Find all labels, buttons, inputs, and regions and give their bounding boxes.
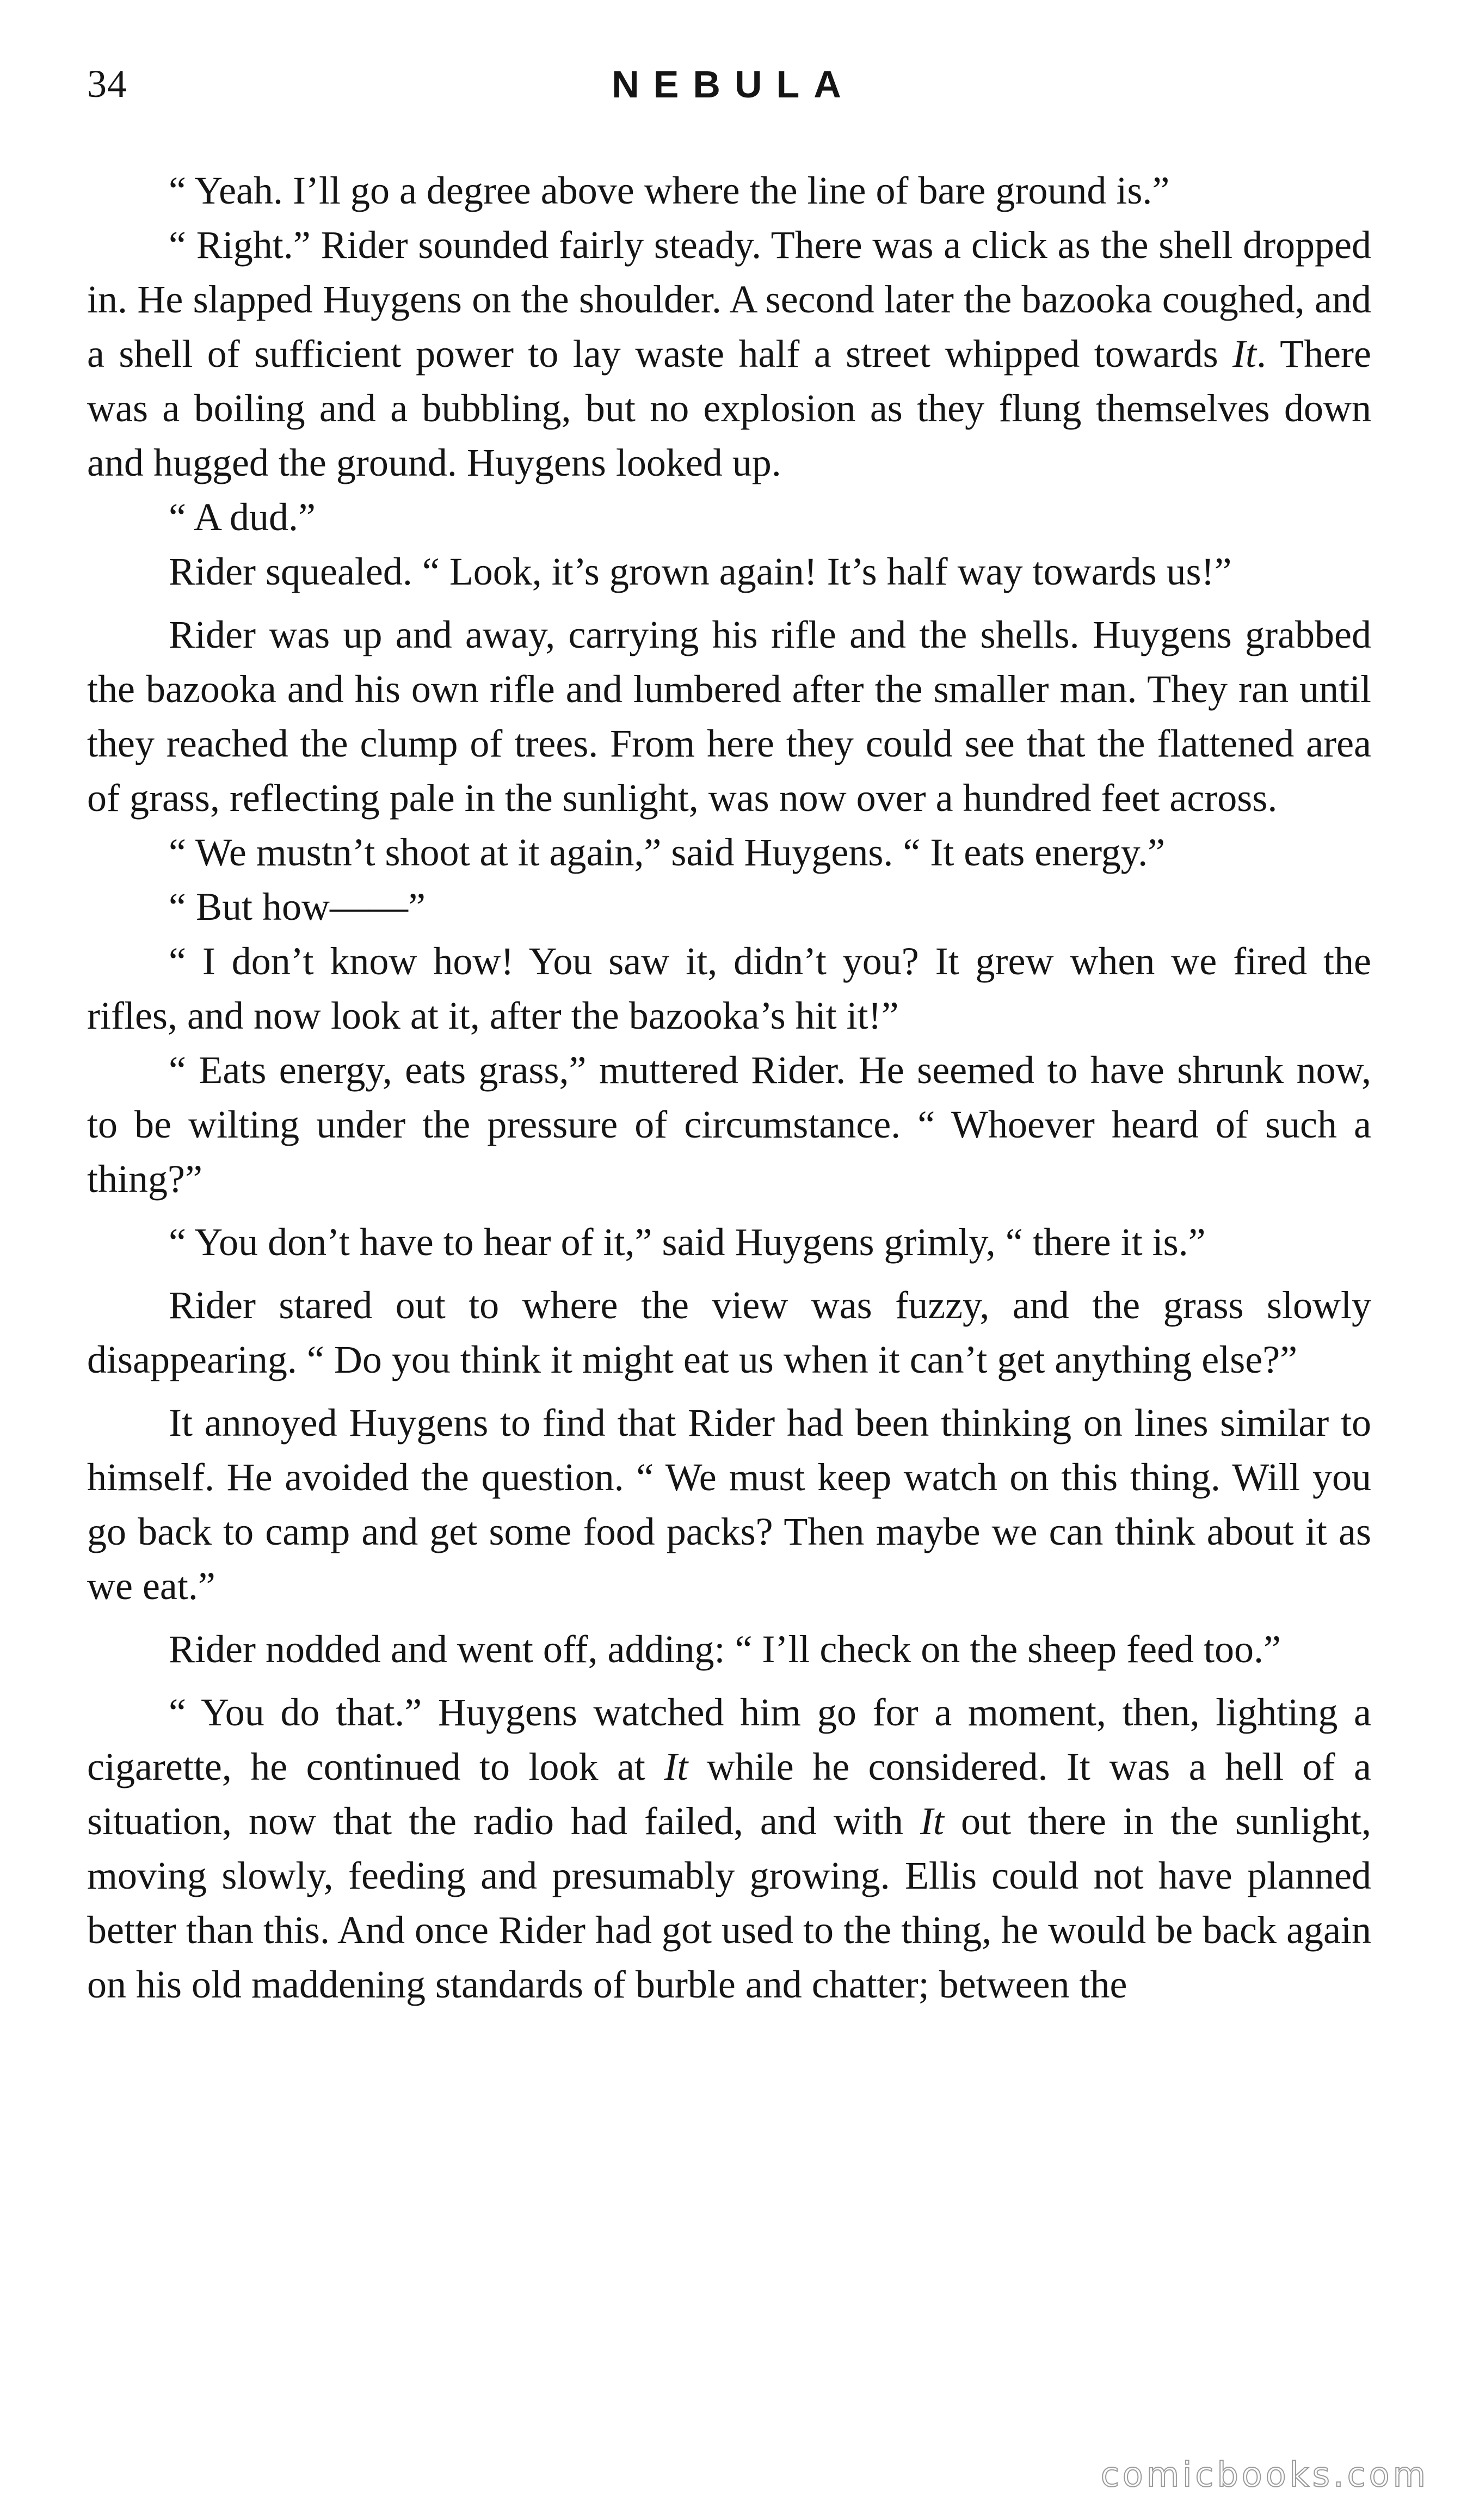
paragraph-text: . There was a boiling and a bubbling, but no explosion as they flung themselves down and hugged the ground. Huygens looked up. xyxy=(87,332,1371,484)
italic-it: It xyxy=(1232,332,1257,376)
paragraph xyxy=(87,218,1371,490)
paragraph: “ A dud.” xyxy=(169,495,316,539)
paragraph: “ You don’t have to hear of it,” said Huygens grimly, “ there it is.” xyxy=(169,1220,1206,1264)
paragraph: “ I don’t know how! You saw it, didn’t you? It grew when we fired the rifles, and now look at it, after the bazooka’s hit it!” xyxy=(87,939,1371,1037)
paragraph: “ Yeah. I’ll go a degree above where the line of bare ground is.” xyxy=(169,169,1170,212)
running-title: NEBULA xyxy=(612,63,855,106)
page-number: 34 xyxy=(87,62,127,106)
paragraph: “ We mustn’t shoot at it again,” said Huygens. “ It eats energy.” xyxy=(169,831,1166,874)
paragraph: “ But how——” xyxy=(169,885,426,929)
paragraph: Rider squealed. “ Look, it’s grown again! It’s half way towards us!” xyxy=(169,550,1232,593)
paragraph: Rider was up and away, carrying his rifle and the shells. Huygens grabbed the bazooka and his own rifle and lumbered after the smaller man. They ran until they reached the clump of trees. From here they could see that the flattened area of grass, reflecting pale in the sunlight, was now over a hundred feet across. xyxy=(87,613,1371,820)
italic-it: It xyxy=(664,1745,688,1788)
watermark: comicbooks.com xyxy=(1100,2455,1429,2494)
paragraph: “ Eats energy, eats grass,” muttered Rider. He seemed to have shrunk now, to be wilting under the pressure of circumstance. “ Whoever heard of such a thing?” xyxy=(87,1048,1371,1201)
italic-it: It xyxy=(920,1799,944,1843)
paragraph-text: “ You do that.” Huygens watched him go for a moment, then, lighting a cigarette, he continued to look at xyxy=(87,1691,1371,1788)
paragraph: Rider stared out to where the view was fuzzy, and the grass slowly disappearing. “ Do you think it might eat us when it can’t get anything else?” xyxy=(87,1283,1371,1381)
paragraph: It annoyed Huygens to find that Rider had been thinking on lines similar to himself. He avoided the question. “ We must keep watch on this thing. Will you go back to camp and get some food packs? Then maybe we can think about it as we eat.” xyxy=(87,1401,1371,1608)
paragraph-text: “ Right.” Rider sounded fairly steady. There was a click as the shell dropped in. He slapped Huygens on the shoulder. A second later the bazooka coughed, and a shell of sufficient power to lay waste half a street whipped towards xyxy=(87,223,1371,376)
paragraph-text: while he considered. It was a hell of a situation, now that the radio had failed, and with xyxy=(87,1745,1371,1843)
body-text xyxy=(87,163,1371,2012)
paragraph-text: out there in the sunlight, moving slowly, feeding and presumably growing. Ellis could not have planned better than this. And once Rider had got used to the thing, he would be back again on his old maddening standards of burble and chatter; between the xyxy=(87,1799,1371,2006)
paragraph xyxy=(87,1685,1371,2012)
paragraph: Rider nodded and went off, adding: “ I’ll check on the sheep feed too.” xyxy=(169,1627,1281,1671)
